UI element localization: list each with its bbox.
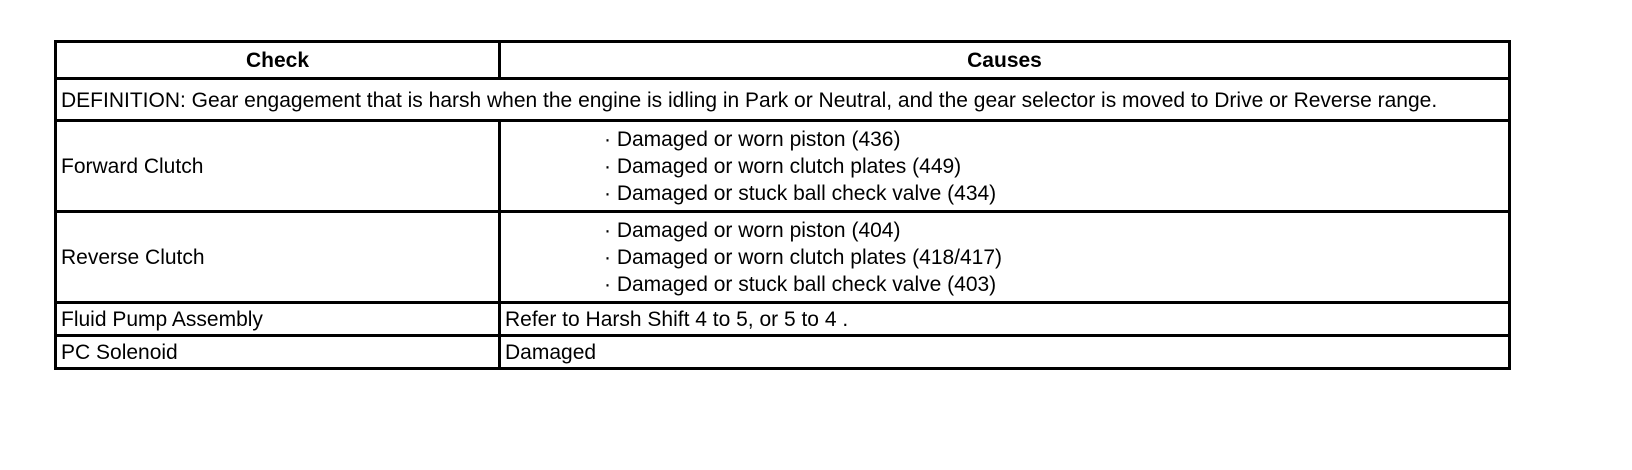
check-cell: Fluid Pump Assembly bbox=[56, 303, 500, 336]
check-cell: Reverse Clutch bbox=[56, 212, 500, 303]
causes-cell: Refer to Harsh Shift 4 to 5, or 5 to 4 . bbox=[500, 303, 1510, 336]
table-header-row bbox=[56, 42, 1510, 79]
table-row bbox=[56, 336, 1510, 369]
diagnostic-table bbox=[54, 40, 1511, 370]
cause-item: · Damaged or worn clutch plates (449) bbox=[604, 154, 962, 178]
cause-list bbox=[505, 217, 1508, 298]
header-check: Check bbox=[56, 42, 500, 79]
cause-item: · Damaged or worn piston (436) bbox=[604, 127, 901, 151]
diagnostic-table-container bbox=[54, 40, 1508, 370]
table-row bbox=[56, 212, 1510, 303]
check-cell: Forward Clutch bbox=[56, 121, 500, 212]
header-causes: Causes bbox=[500, 42, 1510, 79]
check-cell: PC Solenoid bbox=[56, 336, 500, 369]
definition-row bbox=[56, 79, 1510, 121]
causes-cell: Damaged bbox=[500, 336, 1510, 369]
cause-list bbox=[505, 126, 1508, 207]
cause-item: · Damaged or stuck ball check valve (403) bbox=[604, 272, 997, 296]
table-row bbox=[56, 303, 1510, 336]
definition-text: DEFINITION: Gear engagement that is harsh when the engine is idling in Park or Neutral, and the gear selector is moved to Drive or Reverse range. bbox=[56, 79, 1510, 121]
causes-cell bbox=[500, 212, 1510, 303]
cause-item: · Damaged or worn clutch plates (418/417) bbox=[604, 245, 1003, 269]
cause-item: · Damaged or worn piston (404) bbox=[604, 218, 901, 242]
table-row bbox=[56, 121, 1510, 212]
cause-item: · Damaged or stuck ball check valve (434) bbox=[604, 181, 997, 205]
causes-cell bbox=[500, 121, 1510, 212]
